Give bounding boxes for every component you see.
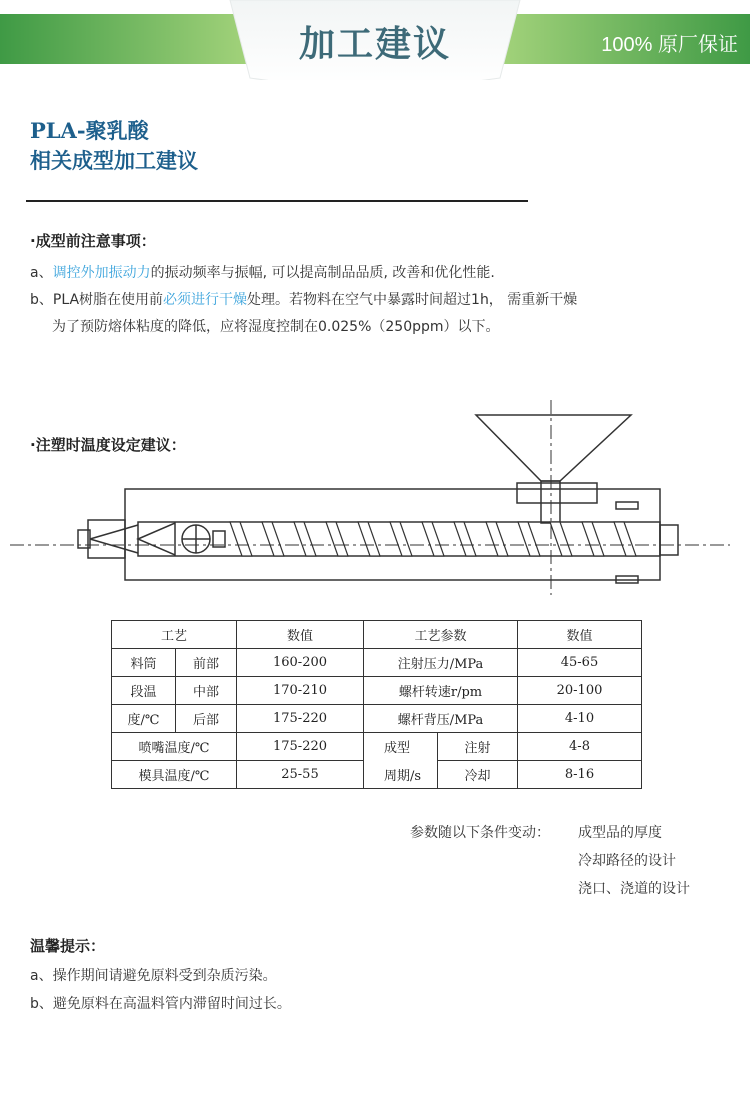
- banner-title: 加工建议: [298, 24, 451, 65]
- cell-zone: 后部: [176, 705, 237, 733]
- table-row: [112, 677, 642, 705]
- table-row: [112, 761, 642, 789]
- cell-value: 25-55: [237, 761, 364, 789]
- table-row: [112, 733, 642, 761]
- cell-nozzle-temp: 喷嘴温度/℃: [112, 733, 237, 761]
- item-a-prefix: a、: [30, 265, 53, 281]
- section-temperature-heading: ·注塑时温度设定建议：: [30, 436, 186, 454]
- table-row: [112, 705, 642, 733]
- banner-guarantee: 100% 原厂保证: [601, 34, 738, 56]
- cell-value: 160-200: [237, 649, 364, 677]
- cell-zone: 前部: [176, 649, 237, 677]
- cell-mold-temp: 模具温度/℃: [112, 761, 237, 789]
- cell-parameter: 螺杆背压/MPa: [364, 705, 518, 733]
- item-b-text: 处理。若物料在空气中暴露时间超过1h， 需重新干燥: [247, 292, 578, 308]
- table-row: [112, 649, 642, 677]
- title-divider: [26, 200, 528, 202]
- cell-cycle-phase: 注射: [438, 733, 518, 761]
- variation-item: 浇口、浇道的设计: [578, 881, 690, 897]
- cell-parameter-value: 8-16: [518, 761, 642, 789]
- variation-note-label: 参数随以下条件变动：: [410, 825, 550, 841]
- cell-parameter: 注射压力/MPa: [364, 649, 518, 677]
- item-b-highlight: 必须进行干燥: [163, 292, 248, 308]
- item-b-prefix: b、PLA树脂在使用前: [30, 292, 164, 308]
- variation-item: 成型品的厚度: [578, 825, 662, 841]
- cell-barrel-label: 料筒: [112, 649, 176, 677]
- cell-parameter: 螺杆转速r/pm: [364, 677, 518, 705]
- pre-molding-item-a: [30, 262, 495, 282]
- document-title: [30, 116, 198, 176]
- header-value: 数值: [237, 621, 364, 649]
- cell-cycle-label: 周期/s: [364, 761, 438, 789]
- table-header-row: [112, 621, 642, 649]
- header-process: 工艺: [112, 621, 237, 649]
- cell-value: 170-210: [237, 677, 364, 705]
- header-parameter: 工艺参数: [364, 621, 518, 649]
- cell-zone: 中部: [176, 677, 237, 705]
- cell-parameter-value: 4-8: [518, 733, 642, 761]
- pre-molding-item-b-line2: 为了预防熔体粘度的降低，应将湿度控制在0.025%（250ppm）以下。: [52, 319, 500, 335]
- cell-cycle-phase: 冷却: [438, 761, 518, 789]
- cell-value: 175-220: [237, 733, 364, 761]
- screw-flights: [230, 522, 636, 556]
- tip-item-b: b、避免原料在高温料管内滞留时间过长。: [30, 996, 291, 1012]
- header-value-2: 数值: [518, 621, 642, 649]
- title-line-1: PLA-聚乳酸: [30, 118, 149, 143]
- cell-cycle-label: 成型: [364, 733, 438, 761]
- hopper-icon: [476, 415, 631, 481]
- tip-item-a: a、操作期间请避免原料受到杂质污染。: [30, 968, 277, 984]
- cell-parameter-value: 4-10: [518, 705, 642, 733]
- cell-barrel-label: 度/℃: [112, 705, 176, 733]
- tips-heading: 温馨提示：: [30, 937, 106, 955]
- cell-parameter-value: 20-100: [518, 677, 642, 705]
- item-a-highlight: 调控外加振动力: [52, 265, 151, 281]
- cell-barrel-label: 段温: [112, 677, 176, 705]
- cell-parameter-value: 45-65: [518, 649, 642, 677]
- injection-barrel-diagram: [0, 395, 750, 600]
- header-banner: [0, 0, 750, 80]
- cell-value: 175-220: [237, 705, 364, 733]
- pre-molding-item-b: [30, 289, 577, 309]
- item-a-text: 的振动频率与振幅, 可以提高制品品质, 改善和优化性能.: [150, 265, 495, 281]
- variation-item: 冷却路径的设计: [578, 853, 676, 869]
- process-parameter-table: [111, 620, 642, 789]
- section-pre-molding-heading: ·成型前注意事项：: [30, 232, 156, 250]
- title-line-2: 相关成型加工建议: [30, 148, 198, 173]
